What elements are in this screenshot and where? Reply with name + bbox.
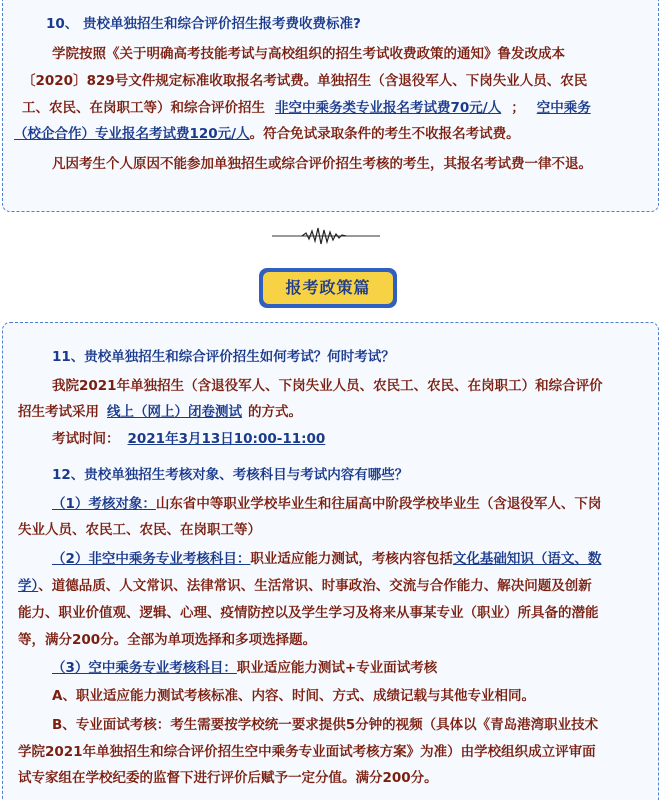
banner-label: 报考政策篇 bbox=[263, 272, 393, 304]
q12-item-b-line-2: 学院2021年单独招生和综合评价招生空中乘务专业面试考核方案》为准）由学校组织成立评审面 bbox=[18, 744, 596, 760]
q12-item-2-line-4: 等，满分200分。全部为单项选择和多项选择题。 bbox=[18, 632, 317, 648]
q12-item-1: （1）考核对象：山东省中等职业学校毕业生和往届高中阶段学校毕业生（含退役军人、下岗 bbox=[52, 496, 602, 512]
q10-line-1: 学院按照《关于明确高考技能考试与高校组织的招生考试收费政策的通知》鲁发改成本 bbox=[52, 46, 565, 62]
waveform-divider-icon bbox=[272, 226, 380, 246]
exam-method: 线上（网上）闭卷测试 bbox=[107, 404, 242, 420]
q10-line-5: 凡因考生个人原因不能参加单独招生或综合评价招生考核的考生，其报名考试费一律不退。 bbox=[52, 156, 592, 172]
q12-title: 12、贵校单独招生考核对象、考核科目与考试内容有哪些？ bbox=[52, 467, 409, 483]
q12-item-1-cont: 失业人员、农民工、农民、在岗职工等） bbox=[18, 522, 261, 538]
section-banner bbox=[259, 268, 397, 308]
q12-item-2: （2）非空中乘务专业考核科目：职业适应能力测试，考核内容包括文化基础知识（语文、数 bbox=[52, 551, 602, 567]
fee-non-aviation: 非空中乘务类专业报名考试费70元/人 bbox=[275, 100, 502, 116]
exam-time: 考试时间： 2021年3月13日10:00-11:00 bbox=[52, 431, 326, 447]
fee-aviation: （校企合作）专业报名考试费120元/人 bbox=[14, 126, 250, 142]
q12-item-2-line-3: 能力、职业价值观、逻辑、心理、疫情防控以及学生学习及将来从事某专业（职业）所具备的潜能 bbox=[18, 605, 599, 621]
q12-item-b-line-3: 试专家组在学校纪委的监督下进行评价后赋予一定分值。满分200分。 bbox=[18, 770, 438, 786]
q11-line-2: 招生考试采用 线上（网上）闭卷测试 的方式。 bbox=[18, 404, 302, 420]
q10-title: 10、 贵校单独招生和综合评价招生报考费收费标准? bbox=[46, 16, 361, 32]
exam-time-value: 2021年3月13日10:00-11:00 bbox=[127, 431, 326, 447]
q10-line-4: （校企合作）专业报名考试费120元/人。符合免试录取条件的考生不收报名考试费。 bbox=[14, 126, 520, 142]
q10-line-3: 工、农民、在岗职工等）和综合评价招生 非空中乘务类专业报名考试费70元/人 ； 空中乘务 bbox=[22, 100, 591, 116]
q11-title: 11、贵校单独招生和综合评价招生如何考试？何时考试？ bbox=[52, 349, 395, 365]
fee-aviation-label: 空中乘务 bbox=[536, 100, 591, 116]
q12-item-3: （3）空中乘务专业考核科目：职业适应能力测试+专业面试考核 bbox=[52, 660, 438, 676]
q12-item-b-line-1: B、专业面试考核：考生需要按学校统一要求提供5分钟的视频（具体以《青岛港湾职业技术 bbox=[52, 717, 599, 733]
q10-line-2: 〔2020〕829号文件规定标准收取报名考试费。单独招生（含退役军人、下岗失业人员、农民 bbox=[22, 73, 588, 89]
q12-item-2-line-2: 学）、道德品质、人文常识、法律常识、生活常识、时事政治、交流与合作能力、解决问题及创新 bbox=[18, 578, 592, 594]
q12-item-a: A、职业适应能力测试考核标准、内容、时间、方式、成绩记载与其他专业相同。 bbox=[52, 688, 535, 704]
q11-line-1: 我院2021年单独招生（含退役军人、下岗失业人员、农民工、农民、在岗职工）和综合评价 bbox=[52, 378, 603, 394]
